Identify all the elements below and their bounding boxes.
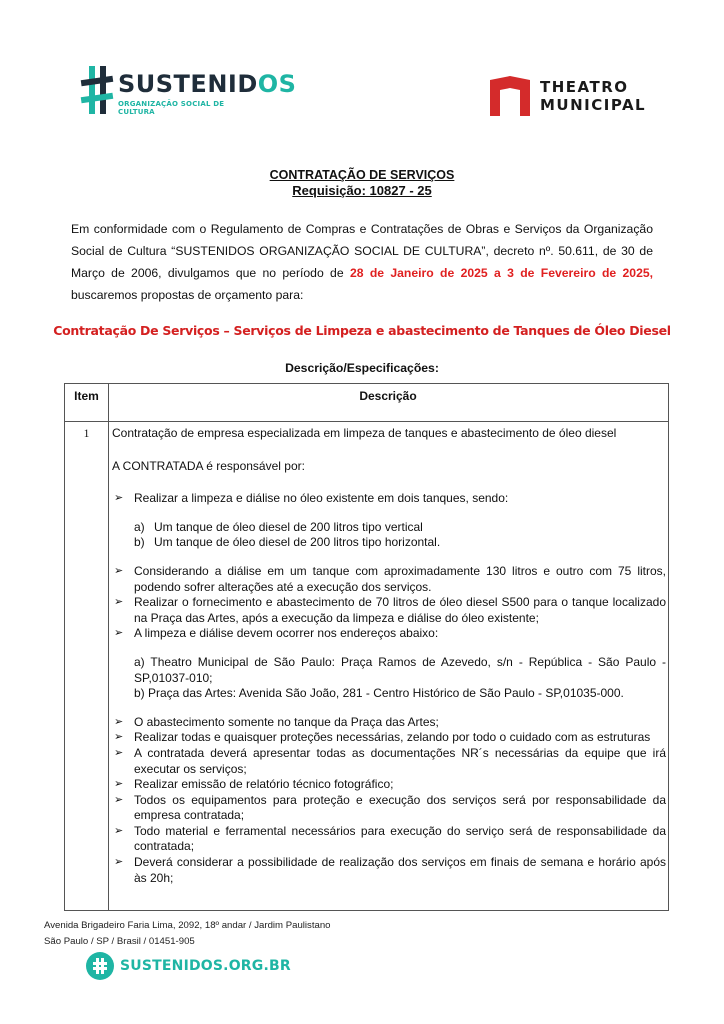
bullet-item: ➢ Realizar o fornecimento e abastecimento de 70 litros de óleo diesel S500 para o tanque localizado na Praça das Artes, após a execução da limpeza e diálise do óleo existente; xyxy=(114,595,666,625)
hash-circle-icon xyxy=(86,952,114,980)
bullet-item: ➢ Deverá considerar a possibilidade de realização dos serviços em finais de semana e horário após às 20h; xyxy=(114,855,666,885)
sustenidos-logo xyxy=(80,64,297,120)
arrow-icon: ➢ xyxy=(114,824,124,837)
theatro-line2: MUNICIPAL xyxy=(540,96,647,114)
arrow-icon: ➢ xyxy=(114,778,124,791)
hash-icon xyxy=(80,64,114,116)
item-description xyxy=(112,426,666,886)
footer-address-1: Avenida Brigadeiro Faria Lima, 2092, 18º andar / Jardim Paulistano xyxy=(44,920,331,931)
arrow-icon: ➢ xyxy=(114,492,124,505)
spec-heading: Descrição/Especificações: xyxy=(285,361,439,375)
arrow-icon: ➢ xyxy=(114,746,124,759)
bullet-item: ➢ A limpeza e diálise devem ocorrer nos endereços abaixo: xyxy=(114,626,439,641)
hash-icon xyxy=(86,952,114,980)
intro-paragraph: Em conformidade com o Regulamento de Compras e Contratações de Obras e Serviços da Organização Social de Cultura “SUSTENIDOS ORGANIZAÇÃO SOCIAL DE CULTURA”, decreto nº. 50.611, de 30 de Março de 2006, divulgamos que no período de 28 de Janeiro de 2025 a 3 de Fevereiro de 2025, buscaremos propostas de orçamento para: xyxy=(71,222,654,302)
sub-item: b) Um tanque de óleo diesel de 200 litros tipo horizontal. xyxy=(134,535,441,550)
footer-address-2: São Paulo / SP / Brasil / 01451-905 xyxy=(44,936,195,947)
sustenidos-subtitle: ORGANIZAÇÃO SOCIAL DE CULTURA xyxy=(118,100,225,116)
arrow-icon: ➢ xyxy=(114,715,124,728)
sustenidos-wordmark: SUSTENIDOS xyxy=(118,70,297,98)
desc-line: Contratação de empresa especializada em limpeza de tanques e abastecimento de óleo diesel xyxy=(112,426,617,440)
address-line: b) Praça das Artes: Avenida São João, 281 - Centro Histórico de São Paulo - SP,01035-000. xyxy=(134,686,624,701)
bullet-item: ➢ Todos os equipamentos para proteção e execução dos serviços será por responsabilidade da empresa contratada; xyxy=(114,792,666,823)
subject-heading: Contratação De Serviços – Serviços de Limpeza e abastecimento de Tanques de Óleo Diesel xyxy=(53,323,671,338)
desc-line: A CONTRATADA é responsável por: xyxy=(112,458,305,473)
address-line: a) Theatro Municipal de São Paulo: Praça Ramos de Azevedo, s/n - República - São Paulo - SP,01037-010; xyxy=(134,654,666,685)
header-description: Descrição xyxy=(359,389,417,403)
theatro-line1: THEATRO xyxy=(540,78,629,96)
document-title: CONTRATAÇÃO DE SERVIÇOS xyxy=(269,168,455,182)
header-item: Item xyxy=(74,389,99,403)
arrow-icon: ➢ xyxy=(114,793,124,806)
bullet-item: ➢ Considerando a diálise em um tanque com aproximadamente 130 litros e outro com 75 litros, podendo sofrer alterações até a execução dos serviços. xyxy=(114,563,666,594)
footer-site-url[interactable]: SUSTENIDOS.ORG.BR xyxy=(120,958,291,974)
bullet-item: ➢ Realizar a limpeza e diálise no óleo existente em dois tanques, sendo: xyxy=(114,491,509,506)
footer-site-link[interactable] xyxy=(86,952,291,982)
theatro-municipal-logo xyxy=(488,74,658,118)
arrow-icon: ➢ xyxy=(114,564,124,577)
theatro-mark-icon xyxy=(488,76,532,116)
arrow-icon: ➢ xyxy=(114,731,124,744)
period-highlight: 28 de Janeiro de 2025 a 3 de Fevereiro de 2025, xyxy=(349,266,654,280)
bullet-item: ➢ Todo material e ferramental necessários para execução do serviço será de responsabilidade da contratada; xyxy=(114,823,666,854)
arrow-icon: ➢ xyxy=(114,627,124,640)
sub-item: a) Um tanque de óleo diesel de 200 litros tipo vertical xyxy=(134,519,423,534)
bullet-item: ➢ Realizar todas e quaisquer proteções necessárias, zelando por todo o cuidado com as estruturas xyxy=(114,730,651,745)
spec-table xyxy=(64,383,669,911)
arrow-icon: ➢ xyxy=(114,596,124,609)
requisition-number: Requisição: 10827 - 25 xyxy=(292,183,432,198)
bullet-item: ➢ O abastecimento somente no tanque da Praça das Artes; xyxy=(114,714,439,729)
bullet-item: ➢ A contratada deverá apresentar todas as documentações NR´s necessárias da equipe que irá executar os serviços; xyxy=(114,745,666,776)
item-number: 1 xyxy=(83,428,90,440)
arrow-icon: ➢ xyxy=(114,856,124,869)
bullet-item: ➢ Realizar emissão de relatório técnico fotográfico; xyxy=(114,777,394,792)
